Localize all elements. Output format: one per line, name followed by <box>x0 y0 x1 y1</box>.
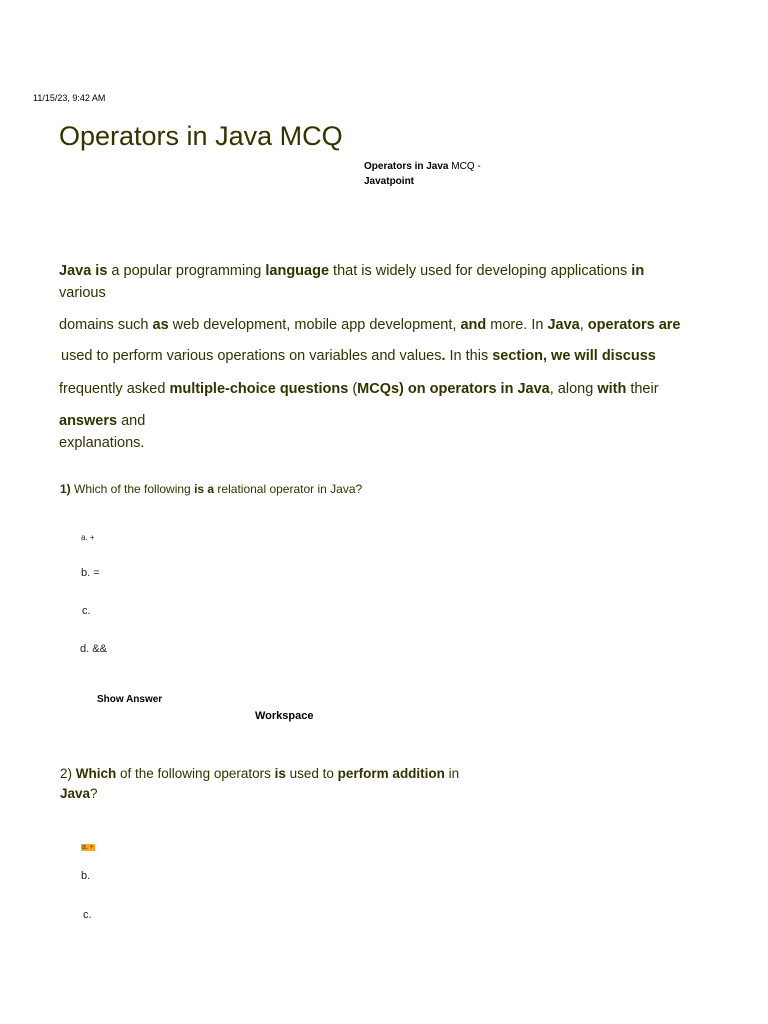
q1-option-b[interactable]: b. = <box>81 567 100 579</box>
q2-option-b[interactable]: b. <box>81 870 91 882</box>
source-caption <box>364 159 481 189</box>
source-title-rest: MCQ - <box>448 161 481 172</box>
question-text: Java <box>60 786 91 801</box>
question-text: used to <box>285 766 338 781</box>
intro-line-6 <box>59 413 145 429</box>
intro-text: In this <box>445 348 493 364</box>
question-2-line-2 <box>60 786 98 801</box>
question-text: Which of the following <box>70 482 195 496</box>
question-text: is <box>274 766 286 781</box>
intro-text: domains such <box>59 317 153 333</box>
intro-text: multiple-choice questions <box>169 381 349 397</box>
q1-option-c[interactable]: c. <box>82 605 91 617</box>
q2-option-a[interactable] <box>81 836 95 854</box>
q2-option-c[interactable]: c. <box>83 909 92 921</box>
intro-text: used to perform various operations on variables and values <box>61 348 442 364</box>
intro-text: their <box>626 381 659 397</box>
intro-text: Java is <box>59 263 108 279</box>
intro-line-7: explanations. <box>59 435 145 451</box>
intro-line-2: various <box>59 285 106 301</box>
q1-option-d[interactable]: d. && <box>80 643 107 655</box>
workspace-link[interactable]: Workspace <box>255 710 314 722</box>
intro-text: language <box>265 263 330 279</box>
question-text: ? <box>90 786 98 801</box>
intro-text: ( <box>348 381 358 397</box>
intro-text: operators are <box>587 317 681 333</box>
question-text: of the following operators <box>116 766 275 781</box>
intro-line-4 <box>61 348 656 364</box>
question-2-line-1 <box>60 766 459 781</box>
intro-text: section, we will discuss <box>492 348 656 364</box>
question-text: in <box>444 766 460 781</box>
question-text: perform addition <box>337 766 445 781</box>
source-site: Javatpoint <box>364 176 415 187</box>
intro-text: , <box>579 317 588 333</box>
intro-text: that is widely used for developing applications <box>329 263 632 279</box>
intro-text: frequently asked <box>59 381 170 397</box>
intro-line-3 <box>59 317 680 333</box>
intro-text: web development, mobile app development, <box>168 317 461 333</box>
question-number: 1) <box>60 482 71 496</box>
intro-text: Java <box>547 317 580 333</box>
intro-text: answers <box>59 413 118 429</box>
print-timestamp: 11/15/23, 9:42 AM <box>33 93 106 103</box>
source-title-bold: Operators in Java <box>364 161 449 172</box>
q1-option-a[interactable]: a. + <box>81 533 95 542</box>
page-title: Operators in Java MCQ <box>59 121 343 151</box>
question-text: Which <box>75 766 117 781</box>
intro-text: and <box>460 317 487 333</box>
intro-text: with <box>597 381 627 397</box>
intro-text: more. In <box>486 317 548 333</box>
intro-text: , along <box>549 381 598 397</box>
intro-text: . <box>441 348 446 364</box>
intro-text: MCQs) on operators in Java <box>357 381 550 397</box>
intro-text: as <box>152 317 169 333</box>
intro-text: and <box>117 413 146 429</box>
question-text: relational operator in Java? <box>214 482 363 496</box>
question-1 <box>60 482 362 496</box>
show-answer-button[interactable]: Show Answer <box>97 694 163 705</box>
question-text: is a <box>194 482 215 496</box>
intro-line-5 <box>59 381 659 397</box>
intro-text: in <box>631 263 645 279</box>
intro-text: a popular programming <box>107 263 266 279</box>
highlighted-option: a. + <box>82 844 94 851</box>
question-number: 2) <box>60 766 76 781</box>
intro-line-1 <box>59 263 644 279</box>
